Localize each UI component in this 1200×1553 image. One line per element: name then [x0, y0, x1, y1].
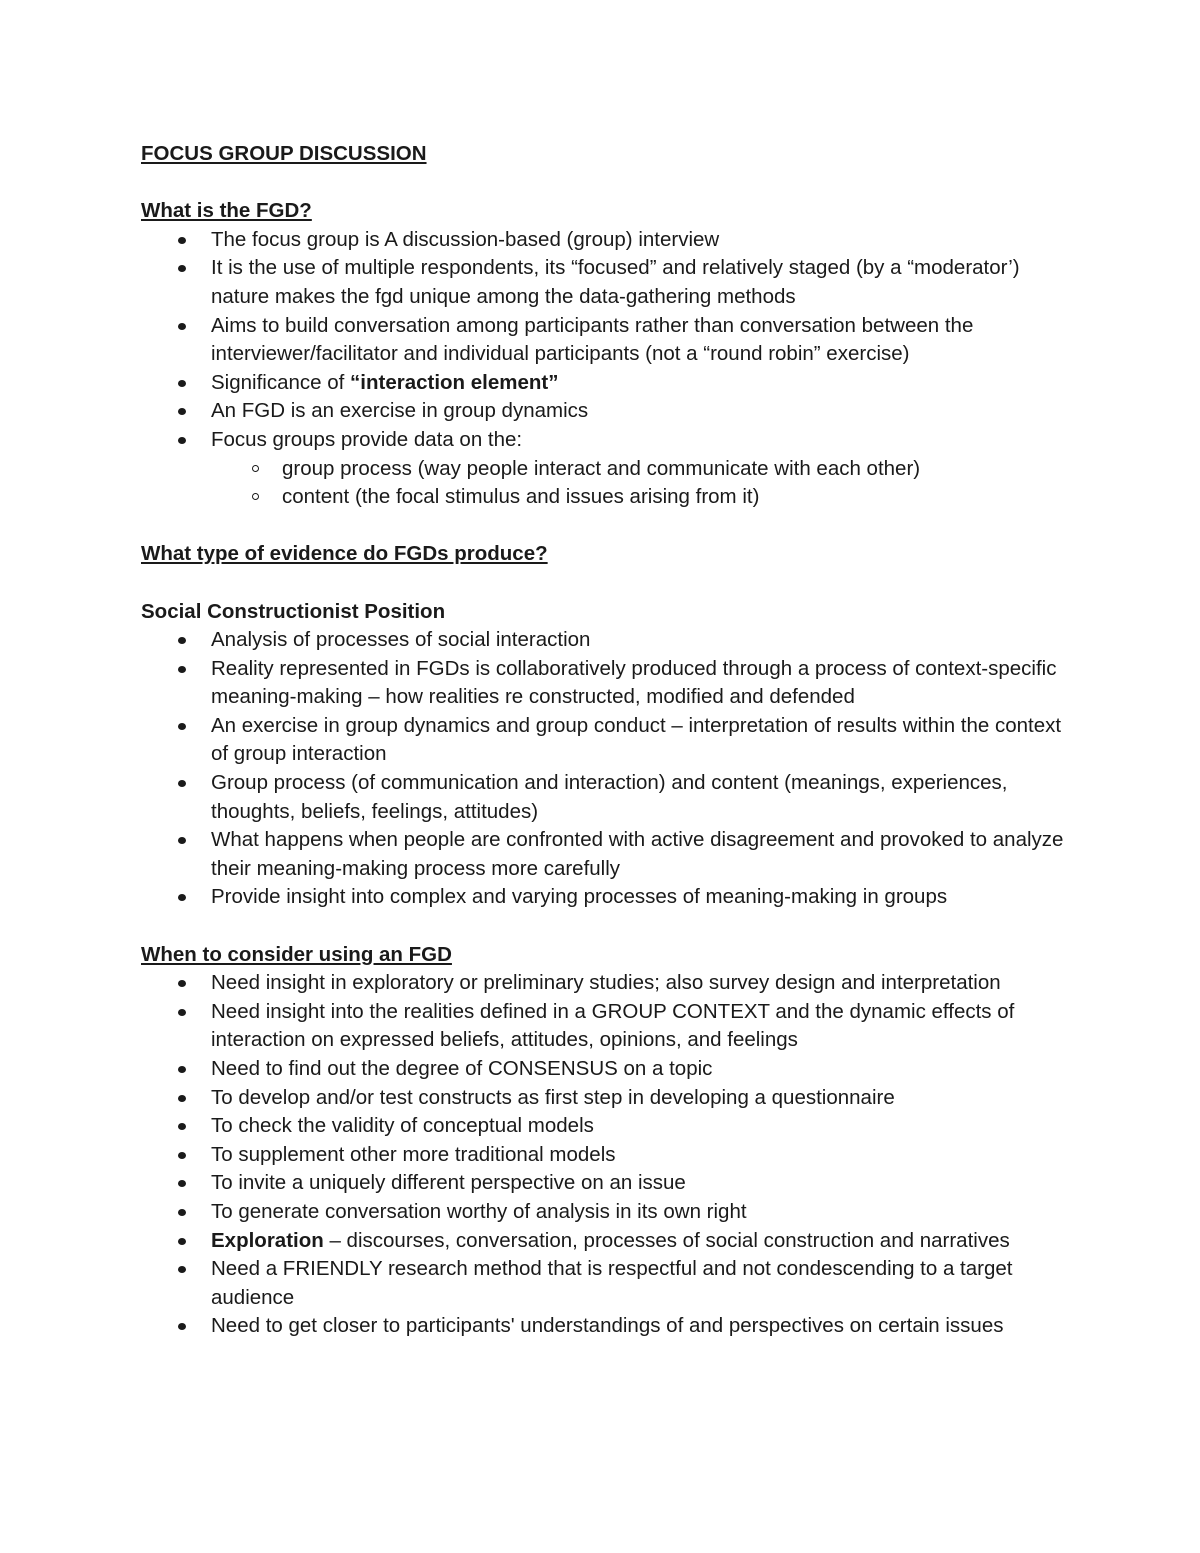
bullet-icon: [178, 666, 186, 673]
bold-term: Exploration: [211, 1228, 324, 1252]
list-item: What happens when people are confronted with active disagreement and provoked to analyze their meaning-making process more carefully: [141, 826, 1081, 883]
list-item: Provide insight into complex and varying processes of meaning-making in groups: [141, 883, 1081, 912]
list-item: Need insight into the realities defined in a GROUP CONTEXT and the dynamic effects of interaction on expressed beliefs, attitudes, opinions, and feelings: [141, 998, 1081, 1055]
list-item: Need to get closer to participants' understandings of and perspectives on certain issues: [141, 1312, 1081, 1341]
bullet-icon: [178, 637, 186, 644]
bullet-icon: [178, 1238, 186, 1245]
bullet-icon: [178, 980, 186, 987]
bullet-icon: [178, 323, 186, 330]
bullet-icon: [178, 265, 186, 272]
list-item: An FGD is an exercise in group dynamics: [141, 397, 1081, 426]
what-is-fgd-list: [141, 226, 1081, 512]
bullet-icon: [178, 837, 186, 844]
sub-list-item: group process (way people interact and communicate with each other): [141, 455, 1081, 484]
list-item: Need insight in exploratory or preliminary studies; also survey design and interpretation: [141, 969, 1081, 998]
bullet-icon: [178, 1066, 186, 1073]
bullet-icon: [178, 1209, 186, 1216]
list-item: To check the validity of conceptual models: [141, 1112, 1081, 1141]
when-to-use-list: [141, 969, 1081, 1341]
list-item: The focus group is A discussion-based (group) interview: [141, 226, 1081, 255]
bullet-icon: [178, 1095, 186, 1102]
list-item: Need to find out the degree of CONSENSUS on a topic: [141, 1055, 1081, 1084]
bullet-icon: [178, 237, 186, 244]
social-constructionist-list: [141, 626, 1081, 912]
bullet-icon: [178, 894, 186, 901]
hollow-bullet-icon: [252, 493, 259, 500]
bullet-icon: [178, 780, 186, 787]
bullet-icon: [178, 380, 186, 387]
list-item: To invite a uniquely different perspective on an issue: [141, 1169, 1081, 1198]
list-item: An exercise in group dynamics and group conduct – interpretation of results within the context of group interaction: [141, 712, 1081, 769]
section-heading-social-constructionist: Social Constructionist Position: [141, 599, 446, 623]
list-item: Significance of “interaction element”: [141, 369, 1081, 398]
bullet-icon: [178, 1323, 186, 1330]
bullet-icon: [178, 1009, 186, 1016]
list-item: To generate conversation worthy of analysis in its own right: [141, 1198, 1081, 1227]
sub-list-item: content (the focal stimulus and issues arising from it): [141, 483, 1081, 512]
list-item: Focus groups provide data on the: group process (way people interact and communicate with each other) content (the focal stimulus and issues arising from it): [141, 426, 1081, 512]
list-item: To develop and/or test constructs as first step in developing a questionnaire: [141, 1084, 1081, 1113]
hollow-bullet-icon: [252, 465, 259, 472]
bullet-icon: [178, 1266, 186, 1273]
bold-term: “interaction element”: [350, 370, 559, 394]
list-item: Group process (of communication and interaction) and content (meanings, experiences, thoughts, beliefs, feelings, attitudes): [141, 769, 1081, 826]
sub-list: [211, 455, 1081, 512]
list-item: It is the use of multiple respondents, its “focused” and relatively staged (by a “moderator’) nature makes the fgd unique among the data-gathering methods: [141, 254, 1081, 311]
list-item: Analysis of processes of social interaction: [141, 626, 1081, 655]
bullet-icon: [178, 1180, 186, 1187]
bullet-icon: [178, 1152, 186, 1159]
list-item: Exploration – discourses, conversation, processes of social construction and narratives: [141, 1227, 1081, 1256]
page-title: FOCUS GROUP DISCUSSION: [141, 142, 427, 165]
bullet-icon: [178, 408, 186, 415]
list-item: Aims to build conversation among participants rather than conversation between the interviewer/facilitator and individual participants (not a “round robin” exercise): [141, 312, 1081, 369]
bullet-icon: [178, 1123, 186, 1130]
list-item: Reality represented in FGDs is collaboratively produced through a process of context-specific meaning-making – how realities re constructed, modified and defended: [141, 655, 1081, 712]
section-heading-when-to-use: When to consider using an FGD: [141, 942, 452, 966]
list-item: Need a FRIENDLY research method that is respectful and not condescending to a target audience: [141, 1255, 1081, 1312]
section-heading-evidence: What type of evidence do FGDs produce?: [141, 542, 548, 566]
bullet-icon: [178, 437, 186, 444]
document-page: [141, 140, 1081, 1341]
section-heading-what-is-fgd: What is the FGD?: [141, 199, 312, 223]
bullet-icon: [178, 723, 186, 730]
list-item: To supplement other more traditional models: [141, 1141, 1081, 1170]
